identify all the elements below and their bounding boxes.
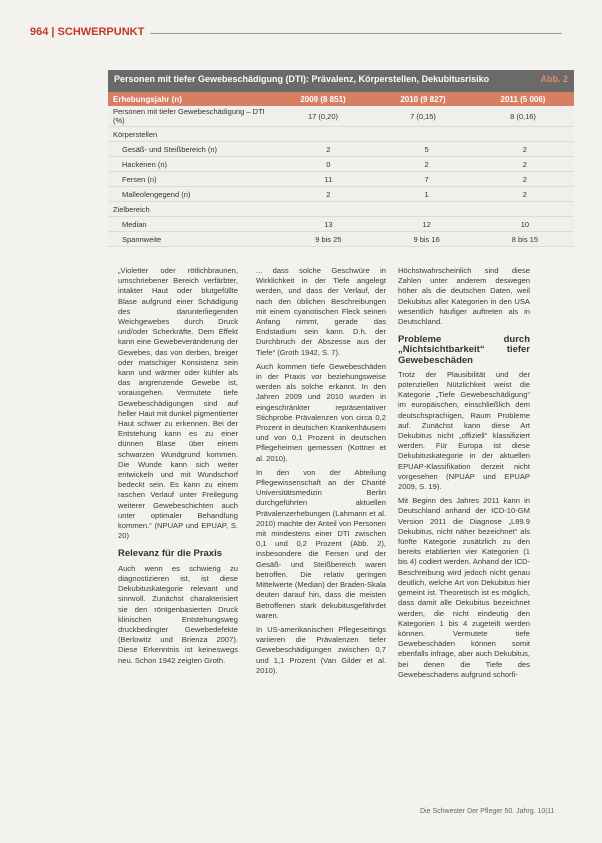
table-row xyxy=(108,106,574,127)
table-cell: 2 xyxy=(522,189,527,199)
table-cell: 2 xyxy=(424,159,429,169)
paragraph: Auch wenn es schwierig zu diagnostizieren ist, ist diese Dekubituskategorie relevant und sinnvoll. Zunächst charakterisiert sie den röntgenbasierten Druck klinischen Entstehungsweg druckbedingter Gewebedefekte (Berlowitz und Brienza 2007). Diese Erkenntnis ist keineswegs neu. Schon 1942 zeigten Groth. xyxy=(118,563,238,665)
text-column-3 xyxy=(398,266,530,684)
table-cell: 17 (0,20) xyxy=(307,111,339,121)
row-label: Hackenen (n) xyxy=(122,159,168,169)
header-cell: Erhebungsjahr (n) xyxy=(113,94,182,104)
header-rule xyxy=(150,33,562,34)
table-cell: 2 xyxy=(326,189,331,199)
row-label: Fersen (n) xyxy=(122,174,157,184)
paragraph: In den von der Abteilung Pflegewissenschaft an der Charité Universitätsmedizin Berlin durchgeführten aktuellen Prävalenzerhebungen (Lahmann et al. 2010) machte der Anteil von Personen mit mindestens einer DTI zwischen 0,1 und 0,2 Prozent (Abb. 2), insbesondere die Fersen und der Gesäß- und Steißbereich waren betroffen. Die relativ geringen Mittelwerte (Median) der Braden-Skala deuten darauf hin, dass die meisten Betroffenen stark dekubitusgefährdet waren. xyxy=(256,467,386,620)
row-label: Personen mit tiefer Gewebeschädigung – DTI (%) xyxy=(113,107,265,125)
table-box xyxy=(108,70,574,247)
paragraph: ... dass solche Geschwüre in Wirklichkeit in der Tiefe angelegt werden, und dass der Verlauf, der nach den üblichen Beschreibungen mit einem cyanotischen Fleck seinen Anfang nimmt, gerade das Endstadium sein kann. D.h. der Durchbruch der Abszesse aus der Tiefe“ (Groth 1942, S. 7). xyxy=(256,266,386,357)
table-cell: 0 xyxy=(326,159,331,169)
table-cell: 2 xyxy=(522,159,527,169)
table-cell: 8 bis 15 xyxy=(511,234,539,244)
table-cell: 2 xyxy=(326,144,331,154)
table-row xyxy=(108,127,574,142)
page-footer: Die Schwester Der Pfleger 50. Jahrg. 10|11 xyxy=(420,808,555,815)
page-header: 964 | SCHWERPUNKT xyxy=(30,26,145,38)
table-header xyxy=(108,92,574,106)
table-title-bar xyxy=(108,70,574,92)
text-column-1 xyxy=(118,266,238,670)
table-cell: 12 xyxy=(422,219,431,229)
table-row xyxy=(108,202,574,217)
table-cell: 9 bis 25 xyxy=(315,234,342,244)
row-label: Zielbereich xyxy=(113,204,150,214)
table-cell: 7 xyxy=(424,174,429,184)
paragraph: Mit Beginn des Jahres 2011 kann in Deutschland anhand der ICD-10-GM Version 2011 die Diagnose „L89.9 Dekubitus, nicht näher bezeichnet“ als fünfte Kategorie zusätzlich zu den bereits etablierten vier Kategorien (1 bis 4) codiert werden. Anhand der ICD-Beschreibung wird jedoch nicht genau deutlich, welche Art von Dekubitus hier gemeint ist. Theoretisch ist es möglich, dass damit alle Dekubitus bezeichnet werden, die nicht eindeutig den Kategorien 1 bis 4 zugeteilt werden können. Vermutete tiefe Gewebeschäden können somit ebenfalls infrage, aber auch Dekubitus, bei denen die Tiefe des Gewebeschadens aufgrund schorfi- xyxy=(398,496,530,679)
row-label: Malleolengegend (n) xyxy=(122,189,191,199)
section-heading: Probleme durch „Nichtsichtbarkeit“ tiefer Gewebeschäden xyxy=(398,334,530,366)
table-cell: 7 (0,15) xyxy=(410,111,436,121)
table-cell: 2 xyxy=(522,144,527,154)
table-cell: 5 xyxy=(424,144,429,154)
table-row xyxy=(108,172,574,187)
header-cell: 2011 (5 006) xyxy=(500,94,546,104)
row-label: Spannweite xyxy=(122,234,162,244)
header-cell: 2010 (9 827) xyxy=(400,94,446,104)
table-cell: 9 bis 16 xyxy=(413,234,440,244)
table-row xyxy=(108,142,574,157)
paragraph: Höchstwahrscheinlich sind diese Zahlen unter anderem deswegen höher als die deutschen Daten, weil Dekubitus aller Kategorien in den USA wesentlich häufiger auftreten als in Deutschland. xyxy=(398,266,530,327)
row-label: Körperstellen xyxy=(113,129,158,139)
table-cell: 1 xyxy=(424,189,429,199)
table-title: Personen mit tiefer Gewebeschädigung (DTI): Prävalenz, Körperstellen, Dekubitusrisiko xyxy=(114,74,490,84)
table-cell: 11 xyxy=(324,174,333,184)
paragraph: In US-amerikanischen Pflegesettings variieren die Prävalenzen tiefer Gewebeschädigungen zwischen 0,7 und 1,1 Prozent (Van Gilder et al. 2010). xyxy=(256,624,386,675)
table-body xyxy=(108,106,574,247)
paragraph: Trotz der Plausibilität und der potenziellen Nützlichkeit weist die Kategorie „Tiefe Gewebeschädigung“ im europäischen, einschließlich dem deutschsprachigen, Raum Probleme auf. Zunächst kann diese Art Dekubitus nicht „offiziell“ klassifiziert werden. Für Europa ist diese Dekubituskategorie in der aktuellen EPUAP-Klassifikation derzeit nicht vorgesehen (NPUAP und EPUAP 2009, S. 19). xyxy=(398,369,530,492)
paragraph: „Violetter oder rötlichbraunen, umschriebener Bereich verfärbter, intakter Haut oder blutgefüllte Blase aufgrund einer Schädigung des darunterliegenden Weichgewebes durch Druck und/oder Scherkräfte. Dem Effekt kann eine Gewebeveränderung der Gewebes, das von derben, breiger oder matschiger Konsistenz sein kann und wärmer oder kühler als das angrenzende Gewebe ist, vorausgehen. Vermutete tiefe Gewebeschädigungen sind auf heller Haut mit dunkel pigmentierter Haut schwer zu erkennen. Bei der Entstehung kann es zu einer dünnen Blase über einem schwarzen Wundgrund kommen. Die Wunde kann sich weiter entwickeln und mit Wundschorf bedeckt sein. Es kann zu einem raschen Verlauf unter Freilegung weiterer Gewebeschichten auch unter optimaler Behandlung kommen.“ (NPUAP und EPUAP, S. 20) xyxy=(118,266,238,541)
table-row xyxy=(108,157,574,172)
table-row xyxy=(108,232,574,247)
paragraph: Auch kommen tiefe Gewebeschäden in der Praxis vor beziehungsweise werden als solche erkannt. In den Jahren 2009 und 2010 wurden in eingeschränkter repräsentativer Stichprobe Prävalenzen von circa 0,2 Prozent in deutschen Krankenhäusern und von 0,1 Prozent in deutschen Pflegeheimen gemessen (Kottner et al. 2010). xyxy=(256,361,386,463)
table-cell: 8 (0,16) xyxy=(510,111,536,121)
row-label: Median xyxy=(122,219,147,229)
table-row xyxy=(108,217,574,232)
table-cell: 2 xyxy=(522,174,527,184)
row-label: Gesäß- und Steißbereich (n) xyxy=(122,144,218,154)
text-column-2 xyxy=(256,266,386,680)
table-row xyxy=(108,187,574,202)
header-cell: 2009 (8 851) xyxy=(300,94,346,104)
table-cell: 10 xyxy=(520,219,530,229)
section-heading: Relevanz für die Praxis xyxy=(118,548,223,560)
figure-tag: Abb. 2 xyxy=(540,74,568,84)
table-cell: 13 xyxy=(324,219,333,229)
